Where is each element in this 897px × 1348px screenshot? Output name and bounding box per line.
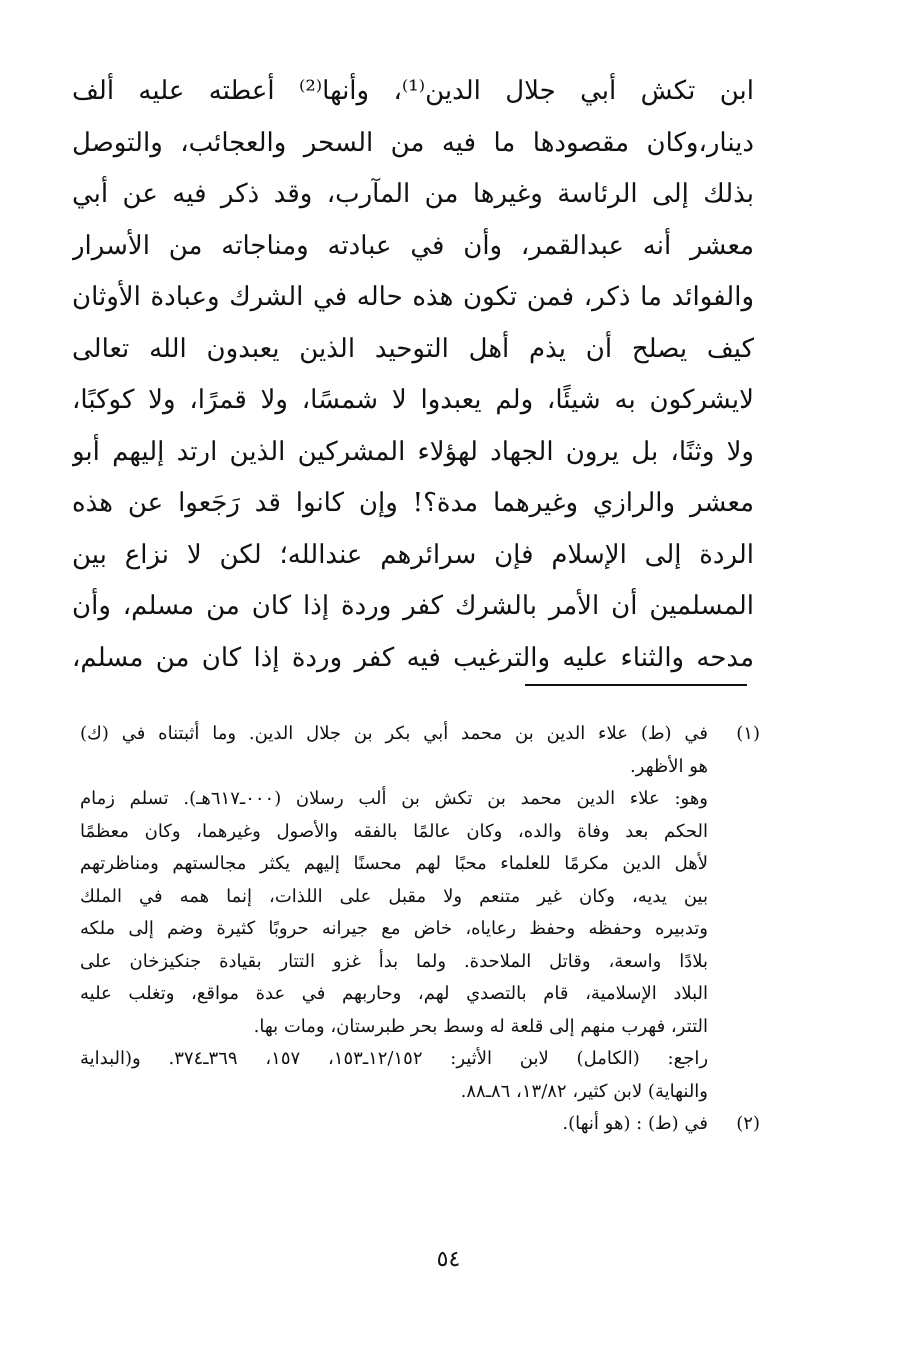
main-text-line: معشر أنه عبدالقمر، وأن في عبادته ومناجاته من الأسرار: [72, 230, 754, 261]
footnote-number: (١): [736, 723, 760, 744]
footnote-body: [80, 1108, 708, 1141]
footnote-1-continuation: [80, 783, 760, 1108]
main-text-block: [72, 66, 754, 684]
main-text-line: ابن تكش أبي جلال الدين⁽¹⁾، وأنها⁽²⁾ أعطته عليه ألف: [72, 76, 754, 106]
footnote-line: البلاد الإسلامية، قام بالتصدي لهم، وحاربهم في عدة مواقع، وتغلب عليه: [80, 983, 708, 1004]
main-text-line: والفوائد ما ذكر، فمن تكون هذه حاله في الشرك وعبادة الأوثان: [72, 282, 754, 312]
footnote-separator: [525, 684, 747, 686]
footnote-line: والنهاية) لابن كثير، ١٣/٨٢، ٨٦ـ٨٨.: [460, 1080, 708, 1102]
main-text-line: بذلك إلى الرئاسة وغيرها من المآرب، وقد ذكر فيه عن أبي: [72, 179, 754, 209]
footnote-line: بين يديه، وكان غير متنعم ولا مقبل على اللذات، إنما همه في الملك: [80, 885, 708, 907]
footnote-line: التتر، فهرب منهم إلى قلعة له وسط بحر طبرستان، ومات بها.: [253, 1015, 708, 1037]
main-text-line: كيف يصلح أن يذم أهل التوحيد الذين يعبدون الله تعالى: [72, 333, 754, 364]
main-text-line: دينار،وكان مقصودها ما فيه من السحر والعجائب، والتوصل: [72, 127, 754, 158]
main-text-line: المسلمين أن الأمر بالشرك كفر وردة إذا كان من مسلم، وأن: [72, 591, 754, 621]
footnote-line: في (ط) : (هو أنها).: [562, 1113, 708, 1134]
footnote-line: بلادًا واسعة، وقاتل الملاحدة. ولما بدأ غزو التتار بقيادة جنكيزخان على: [80, 950, 708, 972]
footnote-line: في (ط) علاء الدين بن محمد أبي بكر بن جلال الدين. وما أثبتناه في (ك): [80, 723, 708, 744]
page-number: ٥٤: [436, 1247, 461, 1272]
main-text-line: معشر والرازي وغيرهما مدة؟! وإن كانوا قد رَجَعوا عن هذه: [72, 488, 754, 518]
footnote-body: [80, 718, 708, 783]
footnote-line: وتدبيره وحفظه وحفظ رعاياه، خاض مع جيرانه حروبًا كثيرة وضم إلى ملكه: [80, 918, 708, 939]
footnotes-block: [80, 718, 760, 1141]
main-text-line: لايشركون به شيئًا، ولم يعبدوا لا شمسًا، ولا قمرًا، ولا كوكبًا،: [72, 385, 754, 415]
footnote-line: الحكم بعد وفاة والده، وكان عالمًا بالفقه والأصول وغيرهما، وكان معظمًا: [80, 820, 708, 842]
footnote-1: [80, 718, 760, 783]
main-text-line: ولا وثنًا، بل يرون الجهاد لهؤلاء المشركين الذين ارتد إليهم أبو: [72, 436, 754, 467]
main-text-line: مدحه والثناء عليه والترغيب فيه كفر وردة إذا كان من مسلم،: [72, 642, 754, 673]
footnote-number: (٢): [736, 1113, 760, 1134]
footnote-line: هو الأظهر.: [629, 755, 708, 777]
footnote-line: وهو: علاء الدين محمد بن تكش بن ألب رسلان (٠٠٠ـ٦١٧هـ). تسلم زمام: [80, 788, 708, 809]
main-text-line: الردة إلى الإسلام فإن سرائرهم عندالله؛ لكن لا نزاع بين: [72, 539, 754, 570]
footnote-line: راجع: (الكامل) لابن الأثير: ١٢/١٥٢ـ١٥٣، ١٥٧، ٣٦٩ـ٣٧٤. و(البداية: [80, 1048, 708, 1069]
footnote-2: [80, 1108, 760, 1141]
footnote-line: لأهل الدين مكرمًا للعلماء محبًا لهم محسنًا إليهم يكثر مجالستهم ومناظرتهم: [80, 853, 708, 874]
